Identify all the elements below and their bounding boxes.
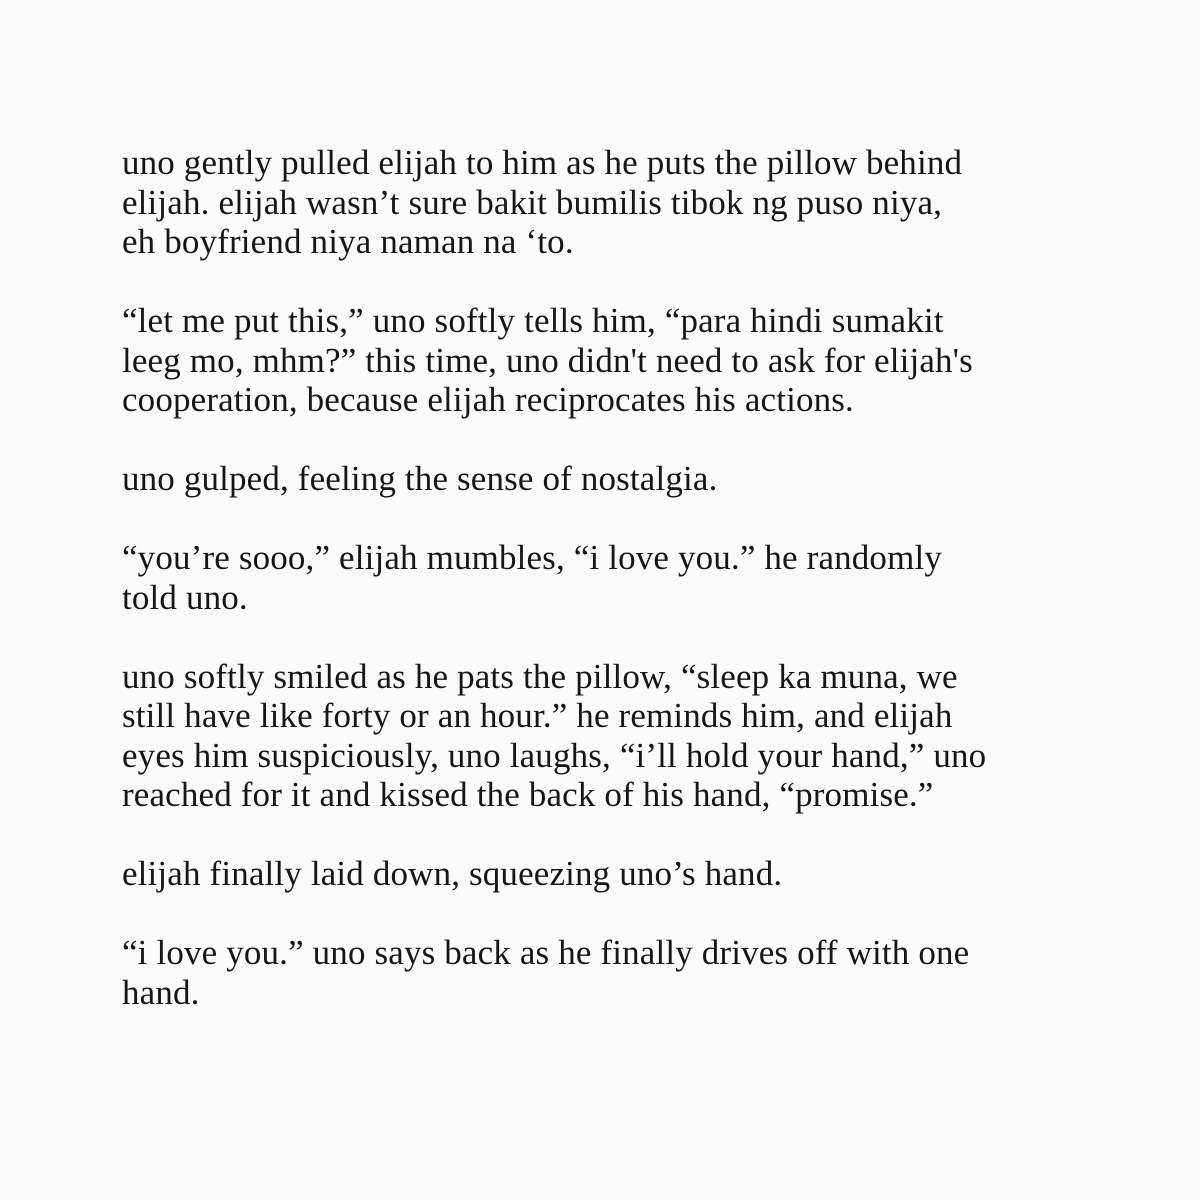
text-line: still have like forty or an hour.” he reminds him, and elijah	[122, 696, 953, 735]
text-line: uno gulped, feeling the sense of nostalgia.	[122, 459, 718, 498]
paragraph-5	[122, 657, 1102, 815]
text-line: “you’re sooo,” elijah mumbles, “i love you.” he randomly	[122, 538, 942, 577]
text-line: “let me put this,” uno softly tells him, “para hindi sumakit	[122, 301, 944, 340]
paragraph-4	[122, 538, 1102, 617]
text-line: leeg mo, mhm?” this time, uno didn't need to ask for elijah's	[122, 340, 973, 380]
paragraph-3	[122, 459, 1102, 499]
paragraph-6	[122, 854, 1102, 894]
paragraph-2	[122, 301, 1102, 420]
paragraph-1	[122, 143, 1102, 262]
paragraph-7	[122, 933, 1102, 1012]
text-line: elijah finally laid down, squeezing uno’s hand.	[122, 854, 783, 893]
text-line: eh boyfriend niya naman na ‘to.	[122, 222, 574, 261]
text-line: uno gently pulled elijah to him as he puts the pillow behind	[122, 143, 963, 182]
text-line: cooperation, because elijah reciprocates his actions.	[122, 380, 854, 419]
text-line: “i love you.” uno says back as he finally drives off with one	[122, 933, 970, 972]
text-line: told uno.	[122, 577, 248, 617]
text-line: eyes him suspiciously, uno laughs, “i’ll hold your hand,” uno	[122, 735, 987, 775]
text-line: reached for it and kissed the back of his hand, “promise.”	[122, 775, 934, 814]
story-text	[122, 143, 1102, 1012]
text-line: uno softly smiled as he pats the pillow, “sleep ka muna, we	[122, 656, 958, 696]
text-line: elijah. elijah wasn’t sure bakit bumilis tibok ng puso niya,	[122, 182, 943, 222]
text-line: hand.	[122, 972, 200, 1012]
